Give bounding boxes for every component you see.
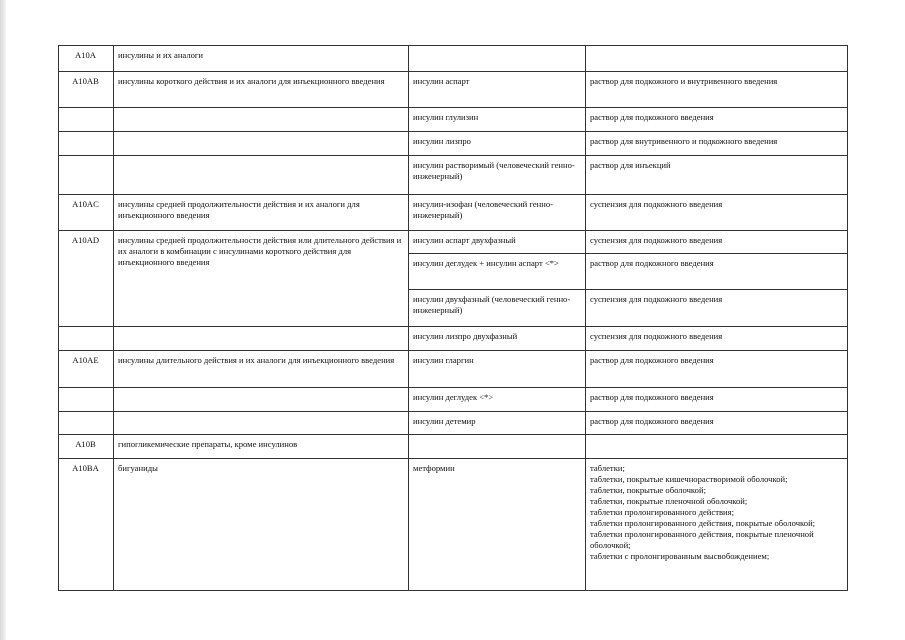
drug-cell: метформин	[409, 459, 586, 591]
table-row	[59, 388, 848, 412]
drug-cell: инсулин растворимый (человеческий генно-инженерный)	[409, 156, 586, 195]
table-row	[59, 231, 848, 254]
group-cell	[114, 388, 409, 412]
drug-cell: инсулин аспарт	[409, 72, 586, 108]
atc-code-cell	[59, 412, 114, 435]
form-cell: раствор для внутривенного и подкожного введения	[586, 132, 848, 156]
form-cell: раствор для подкожного введения	[586, 388, 848, 412]
drug-cell: инсулин детемир	[409, 412, 586, 435]
drug-cell: инсулин двухфазный (человеческий генно-инженерный)	[409, 290, 586, 327]
atc-code-cell: A10AC	[59, 195, 114, 231]
atc-code-cell: A10AB	[59, 72, 114, 108]
group-cell	[114, 412, 409, 435]
group-cell: инсулины короткого действия и их аналоги для инъекционного введения	[114, 72, 409, 108]
drug-cell: инсулин деглудек + инсулин аспарт <*>	[409, 254, 586, 290]
table-row	[59, 435, 848, 459]
form-cell: раствор для подкожного введения	[586, 108, 848, 132]
table-row	[59, 156, 848, 195]
table-row	[59, 72, 848, 108]
group-cell: инсулины средней продолжительности действия и их аналоги для инъекционного введения	[114, 195, 409, 231]
form-cell: раствор для подкожного введения	[586, 351, 848, 388]
drug-cell: инсулин аспарт двухфазный	[409, 231, 586, 254]
group-cell	[114, 156, 409, 195]
table-row	[59, 412, 848, 435]
group-cell: инсулины средней продолжительности действия или длительного действия и их аналоги в комбинации с инсулинами короткого действия для инъекционного введения	[114, 231, 409, 327]
table-row	[59, 46, 848, 72]
atc-code-cell: A10AE	[59, 351, 114, 388]
drug-cell: инсулин лизпро	[409, 132, 586, 156]
table-row	[59, 351, 848, 388]
form-cell: раствор для подкожного и внутривенного введения	[586, 72, 848, 108]
table-row	[59, 195, 848, 231]
scan-edge-shadow	[0, 0, 6, 640]
drug-classification-table	[58, 45, 848, 591]
group-cell: инсулины длительного действия и их аналоги для инъекционного введения	[114, 351, 409, 388]
atc-code-cell: A10AD	[59, 231, 114, 327]
atc-code-cell	[59, 327, 114, 351]
form-cell: раствор для подкожного введения	[586, 254, 848, 290]
drug-cell: инсулин-изофан (человеческий генно-инженерный)	[409, 195, 586, 231]
group-cell: инсулины и их аналоги	[114, 46, 409, 72]
group-cell	[114, 108, 409, 132]
group-cell: гипогликемические препараты, кроме инсулинов	[114, 435, 409, 459]
form-cell: таблетки; таблетки, покрытые кишечнорастворимой оболочкой; таблетки, покрытые оболочкой; таблетки, покрытые пленочной оболочкой; таблетки пролонгированного действия; таблетки пролонгированного действия, покрытые оболочкой; таблетки пролонгированного действия, покрытые пленочной оболочкой; таблетки с пролонгированным высвобождением;	[586, 459, 848, 591]
atc-code-cell	[59, 388, 114, 412]
drug-cell: инсулин лизпро двухфазный	[409, 327, 586, 351]
atc-code-cell: A10B	[59, 435, 114, 459]
group-cell: бигуаниды	[114, 459, 409, 591]
form-cell: суспензия для подкожного введения	[586, 327, 848, 351]
drug-cell: инсулин деглудек <*>	[409, 388, 586, 412]
form-cell: суспензия для подкожного введения	[586, 195, 848, 231]
form-cell: суспензия для подкожного введения	[586, 290, 848, 327]
atc-code-cell: A10BA	[59, 459, 114, 591]
form-cell: суспензия для подкожного введения	[586, 231, 848, 254]
form-cell	[586, 435, 848, 459]
atc-code-cell	[59, 156, 114, 195]
form-cell: раствор для подкожного введения	[586, 412, 848, 435]
form-cell	[586, 46, 848, 72]
drug-cell: инсулин гларгин	[409, 351, 586, 388]
drug-cell: инсулин глулизин	[409, 108, 586, 132]
atc-code-cell	[59, 132, 114, 156]
table-row	[59, 108, 848, 132]
group-cell	[114, 132, 409, 156]
atc-code-cell: A10A	[59, 46, 114, 72]
group-cell	[114, 327, 409, 351]
form-cell: раствор для инъекций	[586, 156, 848, 195]
table-row	[59, 132, 848, 156]
table-row	[59, 459, 848, 591]
drug-cell	[409, 435, 586, 459]
atc-code-cell	[59, 108, 114, 132]
drug-cell	[409, 46, 586, 72]
table-row	[59, 327, 848, 351]
